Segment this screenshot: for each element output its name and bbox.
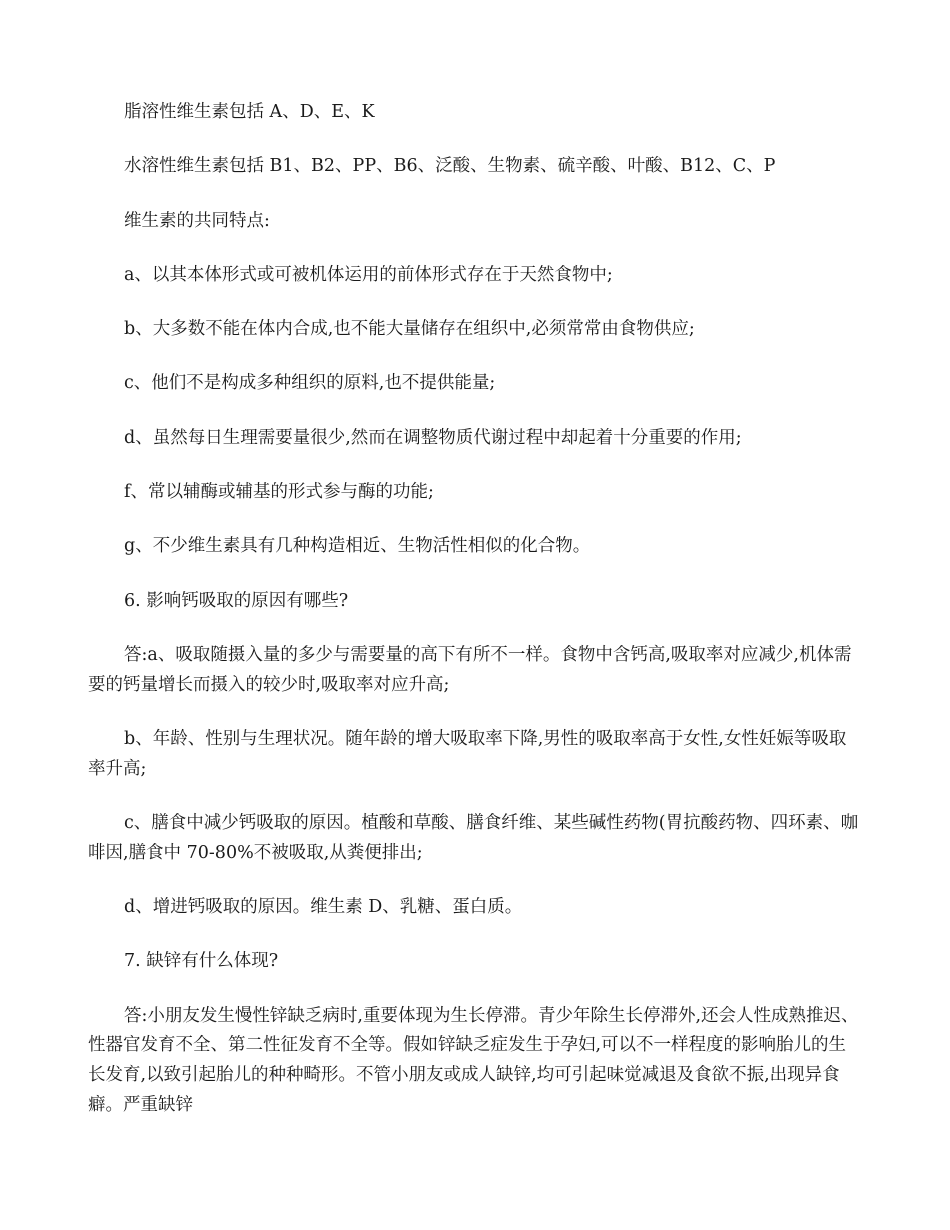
answer-6-d: d、增进钙吸取的原因。维生素 D、乳糖、蛋白质。 — [124, 896, 523, 917]
paragraph-feature-c: c、他们不是构成多种组织的原料,也不提供能量; — [124, 373, 496, 394]
paragraph-feature-f: f、常以辅酶或辅基的形式参与酶的功能; — [124, 482, 434, 503]
question-7-heading: 7. 缺锌有什么体现? — [124, 951, 279, 972]
answer-6-a: 答:a、吸取随摄入量的多少与需要量的高下有所不一样。食物中含钙高,吸取率对应减少,机体需要的钙量增长而摄入的较少时,吸取率对应升高; — [88, 644, 852, 695]
paragraph-water-soluble-vitamins: 水溶性维生素包括 B1、B2、PP、B6、泛酸、生物素、硫辛酸、叶酸、B12、C、P — [124, 156, 776, 177]
paragraph-feature-b: b、大多数不能在体内合成,也不能大量储存在组织中,必须常常由食物供应; — [124, 319, 695, 340]
answer-6-b: b、年龄、性别与生理状况。随年龄的增大吸取率下降,男性的吸取率高于女性,女性妊娠等吸取率升高; — [88, 728, 847, 779]
paragraph-feature-a: a、以其本体形式或可被机体运用的前体形式存在于天然食物中; — [124, 264, 613, 285]
paragraph-feature-g: g、不少维生素具有几种构造相近、生物活性相似的化合物。 — [124, 536, 591, 557]
answer-6-c: c、膳食中减少钙吸取的原因。植酸和草酸、膳食纤维、某些碱性药物(胃抗酸药物、四环素、咖啡因,膳食中 70-80%不被吸取,从粪便排出; — [88, 812, 859, 863]
paragraph-fat-soluble-vitamins: 脂溶性维生素包括 A、D、E、K — [124, 102, 375, 122]
paragraph-common-features-heading: 维生素的共同特点: — [124, 210, 270, 231]
answer-7: 答:小朋友发生慢性锌缺乏病时,重要体现为生长停滞。青少年除生长停滞外,还会人性成熟推迟、性器官发育不全、第二性征发育不全等。假如锌缺乏症发生于孕妇,可以不一样程度的影响胎儿的生长发育,以致引起胎儿的种种畸形。不管小朋友或成人缺锌,均可引起味觉减退及食欲不振,出现异食癖。严重缺锌 — [88, 1005, 859, 1115]
question-6-heading: 6. 影响钙吸取的原因有哪些? — [124, 590, 349, 611]
paragraph-feature-d: d、虽然每日生理需要量很少,然而在调整物质代谢过程中却起着十分重要的作用; — [124, 427, 742, 448]
